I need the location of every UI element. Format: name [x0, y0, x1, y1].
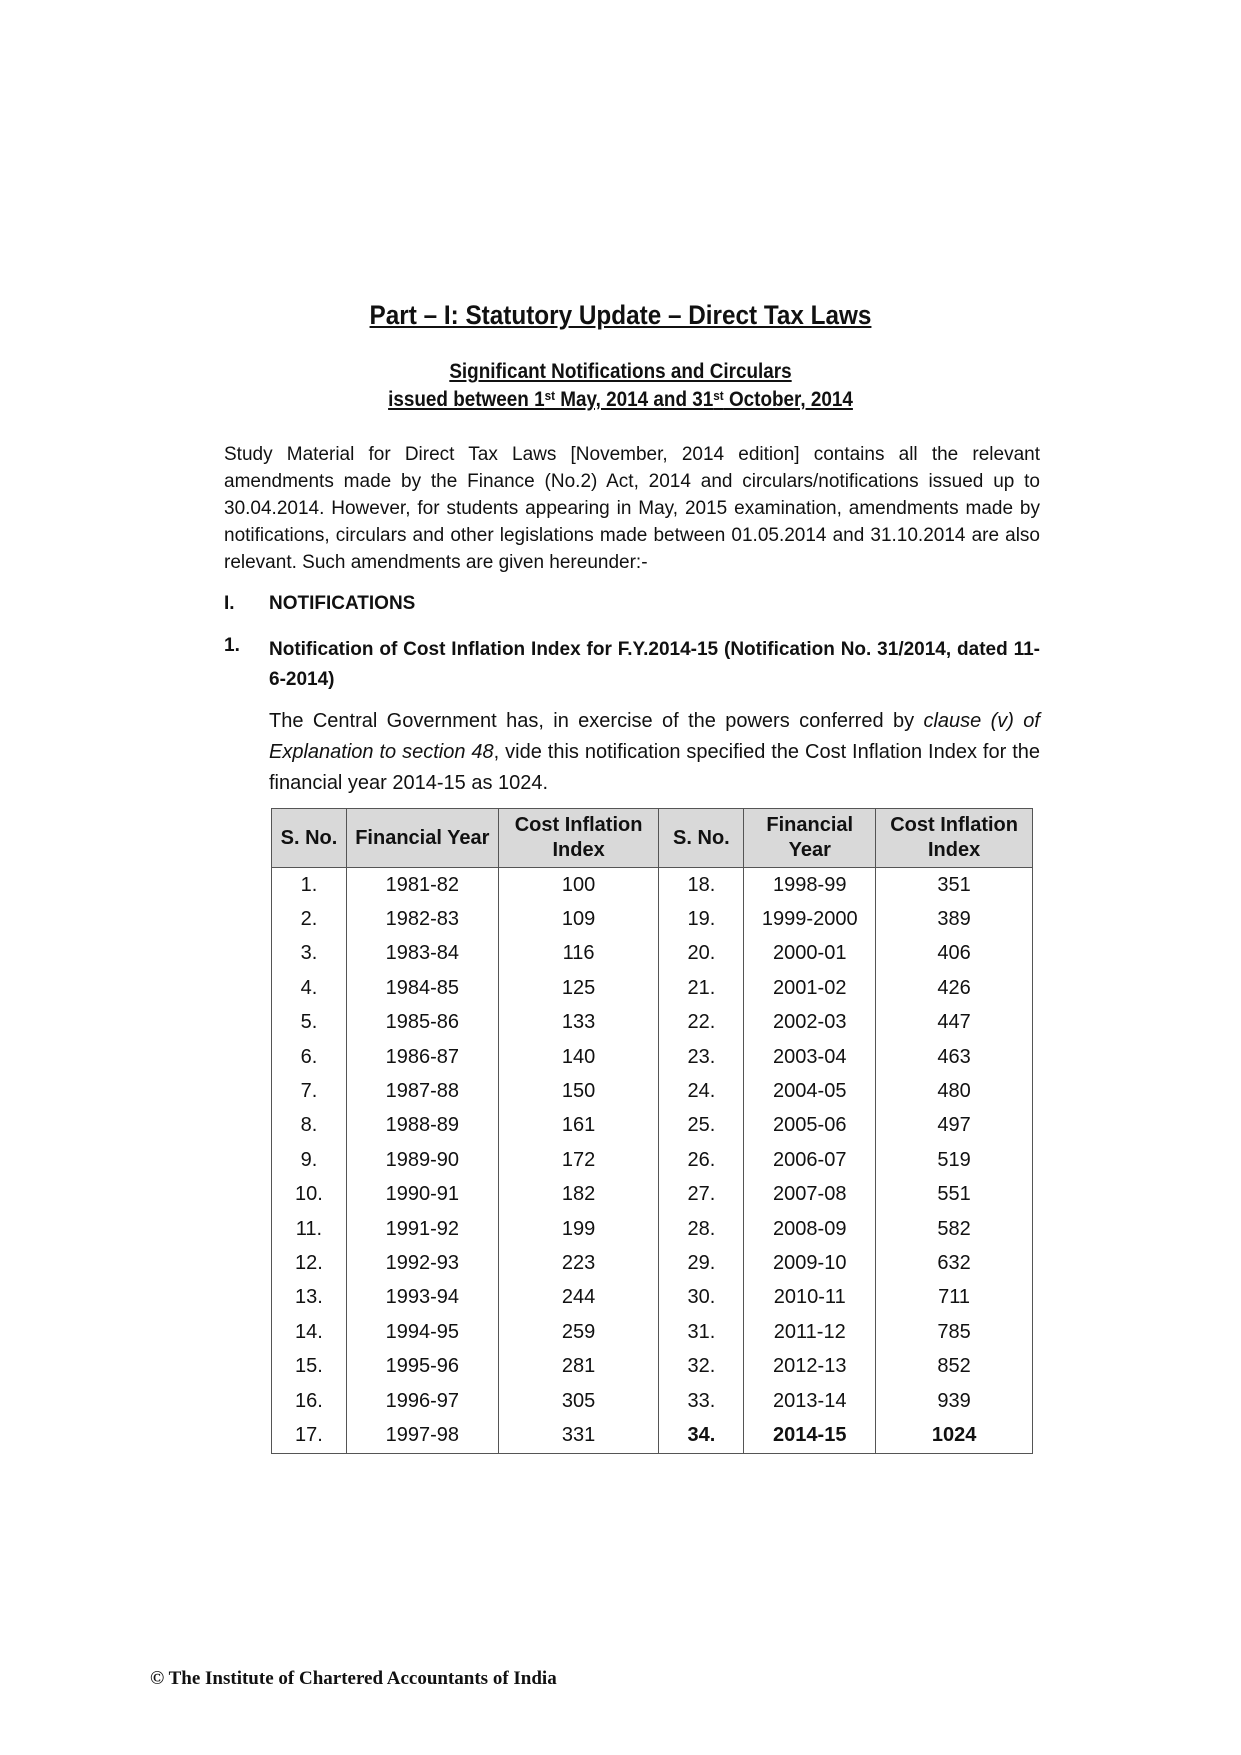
column-header: S. No. [659, 809, 744, 868]
table-cell: 1999-2000 [744, 902, 876, 936]
table-cell: 33. [659, 1384, 744, 1418]
table-cell: 28. [659, 1212, 744, 1246]
table-cell: 1982-83 [346, 902, 498, 936]
table-cell: 2009-10 [744, 1246, 876, 1280]
table-cell: 15. [272, 1349, 347, 1383]
table-row [272, 1315, 1033, 1349]
table-row [272, 1418, 1033, 1453]
column-header: Cost Inflation Index [498, 809, 659, 868]
intro-paragraph: Study Material for Direct Tax Laws [November, 2014 edition] contains all the relevant amendments made by the Finance (No.2) Act, 2014 and circulars/notifications issued up to 30.04.2014. However, for students appearing in May, 2015 examination, amendments made by notifications, circulars and other legislations made between 01.05.2014 and 31.10.2014 are also relevant. Such amendments are given hereunder:- [224, 444, 1040, 573]
table-row [272, 937, 1033, 971]
table-cell: 2006-07 [744, 1143, 876, 1177]
table-cell: 8. [272, 1109, 347, 1143]
subtitle-line-2 [62, 388, 1179, 412]
table-cell: 632 [876, 1246, 1033, 1280]
table-cell: 16. [272, 1384, 347, 1418]
table-cell: 140 [498, 1040, 659, 1074]
table-header-row [272, 809, 1033, 868]
table-cell: 9. [272, 1143, 347, 1177]
table-row [272, 1246, 1033, 1280]
table-cell: 1985-86 [346, 1006, 498, 1040]
table-row [272, 1212, 1033, 1246]
table-cell: 1984-85 [346, 971, 498, 1005]
table-cell: 939 [876, 1384, 1033, 1418]
table-cell: 1988-89 [346, 1109, 498, 1143]
table-cell: 582 [876, 1212, 1033, 1246]
table-cell: 2000-01 [744, 937, 876, 971]
table-cell: 19. [659, 902, 744, 936]
table-cell: 2001-02 [744, 971, 876, 1005]
table-cell: 1983-84 [346, 937, 498, 971]
table-cell: 161 [498, 1109, 659, 1143]
table-cell: 259 [498, 1315, 659, 1349]
table-cell: 1981-82 [346, 868, 498, 903]
table-cell: 223 [498, 1246, 659, 1280]
table-cell: 100 [498, 868, 659, 903]
table-cell: 2014-15 [744, 1418, 876, 1453]
table-cell: 25. [659, 1109, 744, 1143]
table-cell: 426 [876, 971, 1033, 1005]
table-cell: 305 [498, 1384, 659, 1418]
table-cell: 2011-12 [744, 1315, 876, 1349]
item-title: Notification of Cost Inflation Index for F.Y.2014-15 (Notification No. 31/2014, dated 11-6-2014) [269, 639, 1040, 690]
table-cell: 1. [272, 868, 347, 903]
subtitle-line-1: Significant Notifications and Circulars [449, 360, 792, 383]
superscript: st [544, 388, 555, 403]
footer-copyright: © The Institute of Chartered Accountants of India [150, 1668, 557, 1689]
column-header: Financial Year [346, 809, 498, 868]
table-row [272, 1349, 1033, 1383]
column-header: S. No. [272, 809, 347, 868]
table-cell: 2. [272, 902, 347, 936]
table-cell: 1986-87 [346, 1040, 498, 1074]
table-cell: 351 [876, 868, 1033, 903]
table-cell: 12. [272, 1246, 347, 1280]
table-cell: 331 [498, 1418, 659, 1453]
table-cell: 1991-92 [346, 1212, 498, 1246]
table-cell: 172 [498, 1143, 659, 1177]
table-cell: 2008-09 [744, 1212, 876, 1246]
table-cell: 1995-96 [346, 1349, 498, 1383]
table-cell: 29. [659, 1246, 744, 1280]
table-row [272, 868, 1033, 903]
table-row [272, 1040, 1033, 1074]
section-number: I. [224, 593, 235, 614]
table-cell: 1993-94 [346, 1281, 498, 1315]
table-cell: 1990-91 [346, 1178, 498, 1212]
table-cell: 20. [659, 937, 744, 971]
table-cell: 125 [498, 971, 659, 1005]
table-row [272, 1006, 1033, 1040]
table-cell: 31. [659, 1315, 744, 1349]
table-cell: 519 [876, 1143, 1033, 1177]
subtitle-text: issued between 1 [388, 388, 545, 411]
table-cell: 10. [272, 1178, 347, 1212]
table-cell: 2013-14 [744, 1384, 876, 1418]
table-cell: 480 [876, 1074, 1033, 1108]
table-cell: 497 [876, 1109, 1033, 1143]
table-cell: 22. [659, 1006, 744, 1040]
table-cell: 11. [272, 1212, 347, 1246]
table-cell: 711 [876, 1281, 1033, 1315]
page-title: Part – I: Statutory Update – Direct Tax Laws [369, 300, 872, 330]
table-cell: 1987-88 [346, 1074, 498, 1108]
table-cell: 27. [659, 1178, 744, 1212]
table-cell: 3. [272, 937, 347, 971]
table-cell: 1998-99 [744, 868, 876, 903]
table-cell: 2012-13 [744, 1349, 876, 1383]
table-cell: 1024 [876, 1418, 1033, 1453]
table-row [272, 1074, 1033, 1108]
table-cell: 199 [498, 1212, 659, 1246]
table-row [272, 1281, 1033, 1315]
table-cell: 463 [876, 1040, 1033, 1074]
table-row [272, 1109, 1033, 1143]
para-italic: clause (v) of Explanation to section 48 [269, 710, 1040, 763]
table-cell: 244 [498, 1281, 659, 1315]
table-cell: 182 [498, 1178, 659, 1212]
table-cell: 133 [498, 1006, 659, 1040]
table-cell: 13. [272, 1281, 347, 1315]
table-cell: 5. [272, 1006, 347, 1040]
para-text: , vide this notification specified the Cost Inflation Index for the financial year 2014-15 as 1024. [269, 741, 1040, 794]
cost-inflation-index-table [271, 808, 1033, 1454]
column-header: Financial Year [744, 809, 876, 868]
table-cell: 2003-04 [744, 1040, 876, 1074]
table-cell: 1994-95 [346, 1315, 498, 1349]
subtitle-text: May, 2014 and 31 [554, 388, 714, 411]
table-cell: 2010-11 [744, 1281, 876, 1315]
table-cell: 852 [876, 1349, 1033, 1383]
table-cell: 109 [498, 902, 659, 936]
table-cell: 17. [272, 1418, 347, 1453]
column-header: Cost Inflation Index [876, 809, 1033, 868]
table-cell: 551 [876, 1178, 1033, 1212]
table-cell: 14. [272, 1315, 347, 1349]
table-cell: 4. [272, 971, 347, 1005]
table-cell: 1992-93 [346, 1246, 498, 1280]
table-cell: 2007-08 [744, 1178, 876, 1212]
table-cell: 34. [659, 1418, 744, 1453]
table-cell: 1996-97 [346, 1384, 498, 1418]
para-text: The Central Government has, in exercise of the powers conferred by [269, 710, 924, 732]
table-row [272, 1143, 1033, 1177]
table-cell: 150 [498, 1074, 659, 1108]
table-cell: 1989-90 [346, 1143, 498, 1177]
subtitle-text: October, 2014 [723, 388, 853, 411]
table-cell: 116 [498, 937, 659, 971]
table-cell: 6. [272, 1040, 347, 1074]
table-cell: 21. [659, 971, 744, 1005]
table-row [272, 1178, 1033, 1212]
item-paragraph [269, 706, 1040, 799]
table-cell: 23. [659, 1040, 744, 1074]
table-row [272, 902, 1033, 936]
section-title: NOTIFICATIONS [269, 593, 416, 614]
table-row [272, 1384, 1033, 1418]
table-cell: 2002-03 [744, 1006, 876, 1040]
table-row [272, 971, 1033, 1005]
table-cell: 18. [659, 868, 744, 903]
table-cell: 406 [876, 937, 1033, 971]
superscript: st [713, 388, 724, 403]
table-cell: 26. [659, 1143, 744, 1177]
table-cell: 24. [659, 1074, 744, 1108]
table-cell: 7. [272, 1074, 347, 1108]
item-number: 1. [224, 635, 240, 656]
table-cell: 447 [876, 1006, 1033, 1040]
table-cell: 2004-05 [744, 1074, 876, 1108]
table-cell: 32. [659, 1349, 744, 1383]
table-cell: 2005-06 [744, 1109, 876, 1143]
table-cell: 281 [498, 1349, 659, 1383]
table-cell: 389 [876, 902, 1033, 936]
table-cell: 30. [659, 1281, 744, 1315]
table-cell: 785 [876, 1315, 1033, 1349]
table-cell: 1997-98 [346, 1418, 498, 1453]
